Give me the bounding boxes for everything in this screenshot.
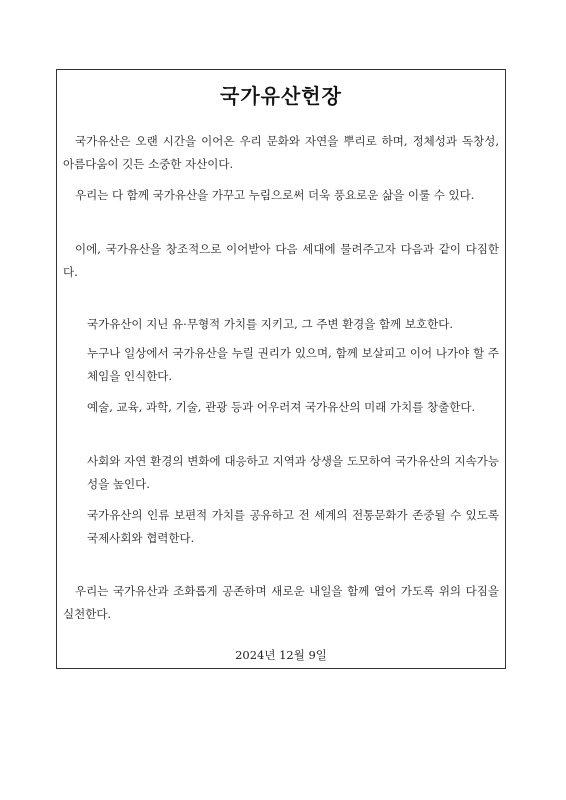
charter-frame <box>56 69 506 669</box>
pledge-item-5: 국가유산의 인류 보편적 가치를 공유하고 전 세계의 전통문화가 존중될 수 있도록 국제사회와 협력한다. <box>87 508 499 545</box>
pledge-item-2: 누구나 일상에서 국가유산을 누릴 권리가 있으며, 함께 보살피고 이어 나가야 할 주체임을 인식한다. <box>87 346 499 383</box>
closing-paragraph: 우리는 국가유산과 조화롭게 공존하며 새로운 내일을 함께 열어 가도록 위의 다짐을 실천한다. <box>63 584 499 621</box>
preamble-paragraph-3: 이에, 국가유산을 창조적으로 이어받아 다음 세대에 물려주고자 다음과 같이 다짐한다. <box>63 242 499 279</box>
pledge-item-4: 사회와 자연 환경의 변화에 대응하고 지역과 상생을 도모하여 국가유산의 지속가능성을 높인다. <box>87 454 499 491</box>
proclamation-date: 2024년 12월 9일 <box>235 648 327 662</box>
document-title: 국가유산헌장 <box>220 84 342 108</box>
pledge-item-3: 예술, 교육, 과학, 기술, 관광 등과 어우러져 국가유산의 미래 가치를 창출한다. <box>87 400 476 414</box>
preamble-paragraph-1: 국가유산은 오랜 시간을 이어온 우리 문화와 자연을 뿌리로 하며, 정체성과 독창성, 아름다움이 깃든 소중한 자산이다. <box>63 134 499 171</box>
preamble-paragraph-2: 우리는 다 함께 국가유산을 가꾸고 누림으로써 더욱 풍요로운 삶을 이룰 수 있다. <box>75 188 475 202</box>
pledge-item-1: 국가유산이 지닌 유·무형적 가치를 지키고, 그 주변 환경을 함께 보호한다. <box>87 317 454 331</box>
